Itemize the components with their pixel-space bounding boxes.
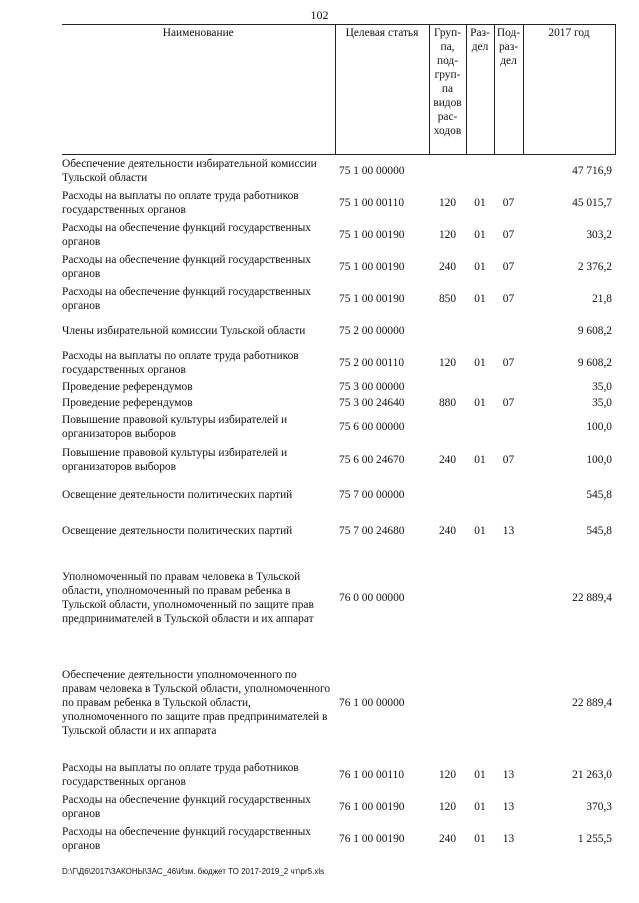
table-row [62,347,615,379]
table-row [62,647,615,759]
row-name: Освещение деятельности политических партий [62,525,293,537]
row-code: 75 1 00 00110 [339,197,405,209]
row-group [429,549,466,647]
table-row [62,395,615,411]
table-row [62,155,615,188]
table-row [62,187,615,219]
row-group: 120 [438,357,457,369]
row-section [466,647,494,759]
row-code: 75 3 00 24640 [339,397,405,409]
row-section [466,411,494,443]
row-amount: 22 889,4 [572,697,612,709]
row-subsection: 13 [502,801,515,813]
row-section: 01 [474,197,486,209]
row-amount: 100,0 [586,454,612,466]
header-name: Наименование [62,25,335,155]
row-code: 75 7 00 00000 [339,489,405,501]
header-subsection: Под-раз-дел [494,25,523,155]
table-row [62,443,615,477]
table-row [62,823,615,855]
row-section: 01 [474,769,486,781]
row-section [466,379,494,395]
row-amount: 9 608,2 [577,325,612,337]
row-name: Обеспечение деятельности избирательной комиссии Тульской области [62,158,317,184]
row-code: 75 1 00 00000 [339,165,405,177]
row-section: 01 [474,397,486,409]
table-row [62,759,615,791]
row-code: 76 1 00 00190 [339,801,405,813]
row-amount: 545,8 [586,525,612,537]
table-row [62,379,615,395]
row-amount: 545,8 [586,489,612,501]
row-name: Проведение референдумов [62,397,193,409]
row-group: 120 [438,801,457,813]
row-section [466,155,494,188]
row-group [429,315,466,347]
row-name: Расходы на обеспечение функций государственных органов [62,286,311,312]
row-amount: 1 255,5 [577,833,612,845]
row-name: Расходы на обеспечение функций государственных органов [62,826,311,852]
row-name: Расходы на обеспечение функций государственных органов [62,794,311,820]
row-amount: 370,3 [586,801,612,813]
table-row [62,477,615,513]
row-group: 240 [438,454,457,466]
row-code: 76 0 00 00000 [339,592,405,604]
row-section [466,477,494,513]
table-row [62,251,615,283]
row-subsection: 07 [502,397,515,409]
row-amount: 45 015,7 [572,197,612,209]
row-subsection [494,155,523,188]
row-subsection [494,477,523,513]
row-section: 01 [474,525,486,537]
row-name: Расходы на выплаты по оплате труда работников государственных органов [62,350,299,376]
header-amount: 2017 год [523,25,615,155]
row-name: Обеспечение деятельности уполномоченного по правам человека в Тульской области, уполномоченного по правам ребенка в Тульской области, уполномоченного по защите прав предпринимателей в Тульской области и их аппарата [62,669,331,737]
row-subsection: 13 [502,833,515,845]
row-name: Расходы на обеспечение функций государственных органов [62,222,311,248]
row-subsection [494,379,523,395]
header-group: Груп-па, под-груп-па видов рас-ходов [429,25,466,155]
row-subsection: 13 [502,769,515,781]
row-name: Проведение референдумов [62,381,193,393]
row-amount: 9 608,2 [577,357,612,369]
row-subsection [494,411,523,443]
page-number: 102 [310,8,329,22]
row-group: 240 [438,525,457,537]
row-section: 01 [474,801,486,813]
row-name: Повышение правовой культуры избирателей и организаторов выборов [62,447,288,473]
row-code: 75 1 00 00190 [339,261,405,273]
row-subsection [494,549,523,647]
header-row [62,25,615,155]
row-subsection [494,315,523,347]
row-code: 76 1 00 00190 [339,833,405,845]
row-subsection: 13 [502,525,515,537]
row-name: Расходы на обеспечение функций государственных органов [62,254,311,280]
row-amount: 303,2 [586,229,612,241]
row-name: Расходы на выплаты по оплате труда работников государственных органов [62,762,299,788]
row-group [429,411,466,443]
row-subsection [494,647,523,759]
row-section [466,549,494,647]
row-subsection: 07 [502,197,515,209]
row-amount: 2 376,2 [577,261,612,273]
row-section: 01 [474,229,486,241]
row-code: 75 7 00 24680 [339,525,405,537]
table-row [62,315,615,347]
row-code: 76 1 00 00110 [339,769,405,781]
row-name: Уполномоченный по правам человека в Тульской области, уполномоченный по правам ребенка в Тульской области, уполномоченный по защите прав предпринимателей в Тульской области и их аппарат [62,571,314,625]
row-name: Члены избирательной комиссии Тульской области [62,325,306,337]
row-group: 880 [438,397,457,409]
file-path-footer: D:\Г\Д6\2017\ЗАКОНЫ\ЗАС_46\Изм. бюджет ТО 2017-2019_2 чт\pr5.xls [62,867,325,876]
table-row [62,283,615,315]
row-section: 01 [474,454,486,466]
row-amount: 100,0 [586,421,612,433]
row-amount: 21,8 [592,293,612,305]
table-row [62,513,615,549]
row-subsection: 07 [502,229,515,241]
table-row [62,411,615,443]
row-group [429,647,466,759]
row-code: 76 1 00 00000 [339,697,405,709]
row-group: 120 [438,769,457,781]
row-code: 75 1 00 00190 [339,293,405,305]
row-code: 75 2 00 00000 [339,325,405,337]
row-subsection: 07 [502,261,515,273]
row-group [429,379,466,395]
header-section: Раз-дел [466,25,494,155]
row-amount: 35,0 [592,397,612,409]
row-name: Освещение деятельности политических партий [62,489,293,501]
budget-table [62,24,616,855]
row-code: 75 1 00 00190 [339,229,405,241]
table-row [62,549,615,647]
row-name: Расходы на выплаты по оплате труда работников государственных органов [62,190,299,216]
row-section [466,315,494,347]
row-subsection: 07 [502,293,515,305]
row-section: 01 [474,261,486,273]
row-group [429,477,466,513]
row-subsection: 07 [502,357,515,369]
row-amount: 22 889,4 [572,592,612,604]
row-name: Повышение правовой культуры избирателей и организаторов выборов [62,414,288,440]
row-group: 240 [438,261,457,273]
row-group [429,155,466,188]
row-amount: 21 263,0 [572,769,612,781]
row-group: 240 [438,833,457,845]
row-group: 850 [438,293,457,305]
row-group: 120 [438,229,457,241]
row-amount: 35,0 [592,381,612,393]
header-code: Целевая статья [335,25,429,155]
table-row [62,791,615,823]
row-code: 75 2 00 00110 [339,357,405,369]
row-section: 01 [474,833,486,845]
row-amount: 47 716,9 [572,165,612,177]
table-row [62,219,615,251]
row-subsection: 07 [502,454,515,466]
row-code: 75 3 00 00000 [339,381,405,393]
row-section: 01 [474,293,486,305]
row-code: 75 6 00 00000 [339,421,405,433]
row-code: 75 6 00 24670 [339,454,405,466]
row-section: 01 [474,357,486,369]
row-group: 120 [438,197,457,209]
